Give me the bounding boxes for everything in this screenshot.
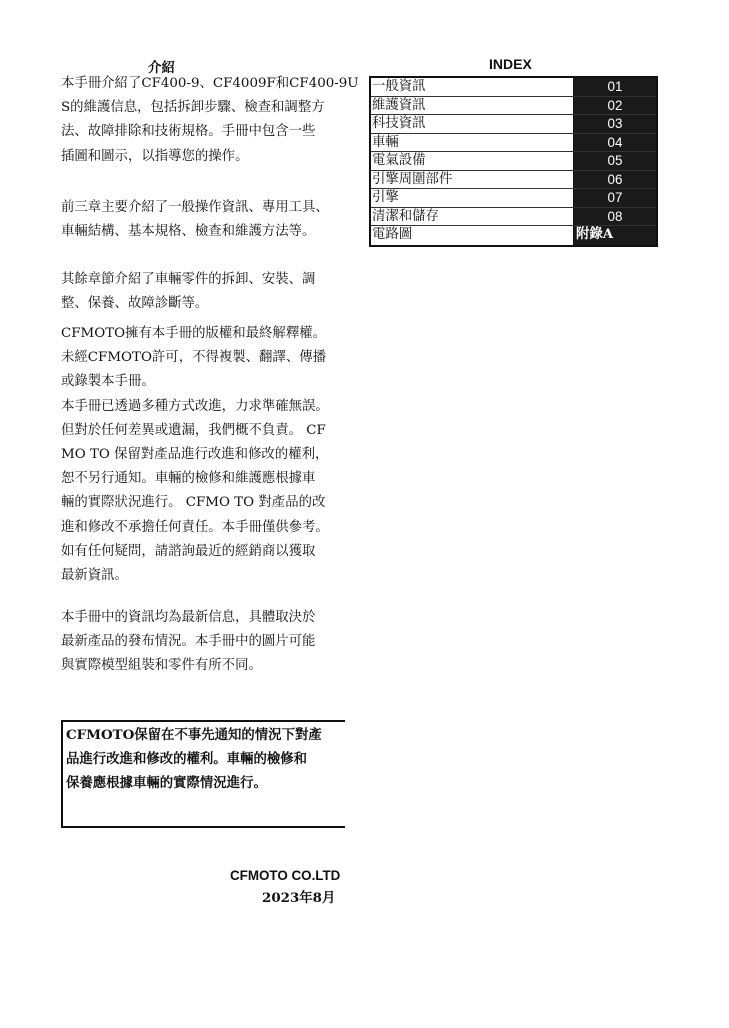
index-label: 引擎周圍部件: [371, 171, 574, 189]
text-line: 車輛結構、基本規格、檢查和維護方法等。: [61, 224, 316, 240]
text-line: 與實際模型組裝和零件有所不同。: [61, 658, 262, 674]
index-label: 電氣設備: [371, 152, 574, 170]
index-row-technical-info[interactable]: [371, 115, 656, 134]
index-row-maintenance-info[interactable]: [371, 97, 656, 116]
text-line: S的維護信息，包括拆卸步驟、檢查和調整方: [61, 100, 325, 116]
text-line: 輛的實際狀況進行。 CFMO TO 對產品的改: [61, 495, 326, 511]
text-line: 本手冊中的資訊均為最新信息，具體取決於: [61, 610, 316, 625]
text-line: 整、保養、故障診斷等。: [61, 296, 209, 312]
index-label: 清潔和儲存: [371, 208, 574, 226]
index-number: 08: [574, 208, 656, 226]
index-number: 01: [574, 78, 656, 96]
intro-paragraph-5: [61, 606, 359, 679]
text-line: 本手冊介紹了CF400-9、CF4009F和CF400-9U: [61, 76, 359, 91]
index-label: 科技資訊: [371, 115, 574, 133]
company-name: CFMOTO CO.LTD: [230, 868, 341, 883]
rights-notice-box: [61, 720, 345, 828]
index-label: 電路圖: [371, 226, 574, 245]
index-number: 05: [574, 152, 656, 170]
text-line: 前三章主要介紹了一般操作資訊、專用工具、: [61, 200, 329, 215]
index-label: 引擎: [371, 189, 574, 207]
index-number: 02: [574, 97, 656, 115]
text-line: CFMOTO擁有本手冊的版權和最終解釋權。: [61, 326, 326, 341]
index-label: 維護資訊: [371, 97, 574, 115]
text-line: 最新資訊。: [61, 568, 128, 584]
publication-date: 2023年8月: [262, 890, 336, 906]
text-line: 未經CFMOTO許可，不得複製、翻譯、傳播: [61, 350, 326, 366]
index-title: INDEX: [489, 56, 532, 72]
intro-paragraph-3: [61, 268, 359, 316]
text-line: 插圖和圖示，以指導您的操作。: [61, 148, 249, 164]
notice-line: 品進行改進和修改的權利。車輛的檢修和: [66, 751, 308, 767]
index-row-wiring-diagram[interactable]: [371, 226, 656, 245]
index-label: 一般資訊: [371, 78, 574, 96]
text-line: 本手冊已透過多種方式改進，力求準確無誤。: [61, 398, 329, 414]
text-line: MO TO 保留對產品進行改進和修改的權利，: [61, 447, 329, 463]
index-number: 07: [574, 189, 656, 207]
index-number: 附錄A: [574, 226, 656, 245]
index-row-cleaning-storage[interactable]: [371, 208, 656, 227]
index-number: 04: [574, 134, 656, 152]
text-line: 或錄製本手冊。: [61, 374, 155, 390]
text-line: 其餘章節介紹了車輛零件的拆卸、安裝、調: [61, 272, 316, 287]
index-row-vehicle[interactable]: [371, 134, 656, 153]
notice-line: CFMOTO保留在不事先通知的情況下對產: [66, 727, 322, 743]
text-line: 進和修改不承擔任何責任。本手冊僅供參考。: [61, 519, 329, 535]
index-row-general-info[interactable]: [371, 78, 656, 97]
index-label: 車輛: [371, 134, 574, 152]
intro-paragraph-4: [61, 322, 359, 588]
intro-title: 介紹: [148, 60, 175, 76]
index-number: 03: [574, 115, 656, 133]
intro-paragraph-2: [61, 196, 359, 244]
text-line: 最新產品的發布情況。本手冊中的圖片可能: [61, 634, 316, 650]
notice-line: 保養應根據車輛的實際情況進行。: [66, 775, 267, 791]
index-table: [369, 76, 658, 247]
intro-paragraph-1: [61, 72, 359, 169]
text-line: 恕不另行通知。車輛的檢修和維護應根據車: [61, 471, 316, 487]
text-line: 如有任何疑問，請諮詢最近的經銷商以獲取: [61, 543, 316, 559]
index-row-engine[interactable]: [371, 189, 656, 208]
text-line: 法、故障排除和技術規格。手冊中包含一些: [61, 124, 316, 140]
text-line: 但對於任何差異或遺漏，我們概不負責。 CF: [61, 422, 326, 438]
index-row-engine-peripherals[interactable]: [371, 171, 656, 190]
index-row-electrical[interactable]: [371, 152, 656, 171]
index-number: 06: [574, 171, 656, 189]
